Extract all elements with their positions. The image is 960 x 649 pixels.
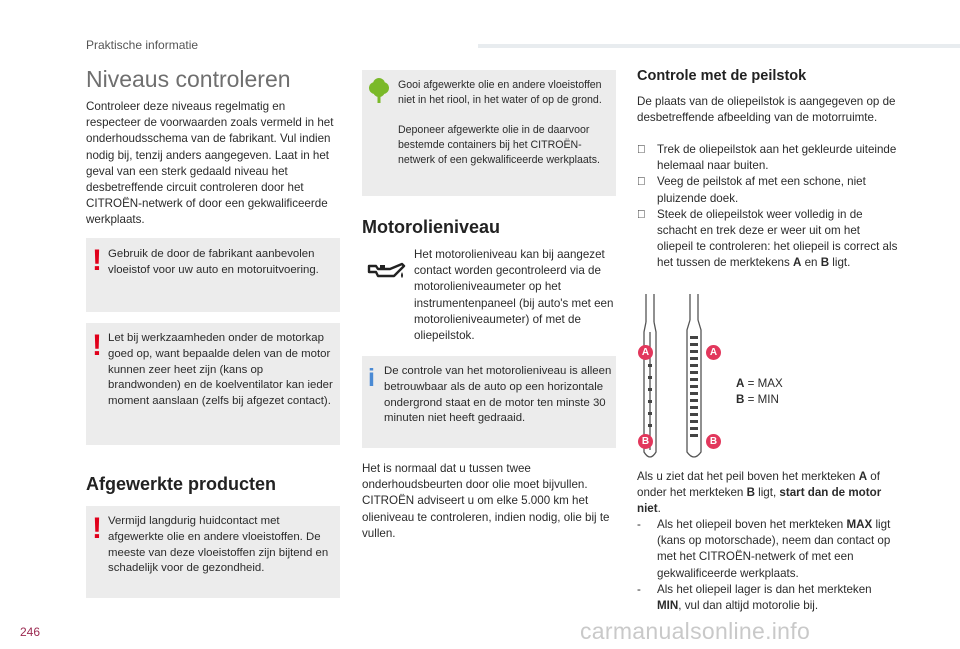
oil-can-icon	[366, 258, 406, 284]
warning-icon: !	[92, 512, 102, 545]
result-cases	[637, 517, 899, 614]
header-rule	[478, 44, 960, 48]
dipstick-intro: De plaats van de oliepeilstok is aangegeven op de desbetreffende afbeelding van de motorruimte.	[637, 95, 896, 125]
page-title: Niveaus controleren	[86, 66, 291, 92]
eco-text-2: Deponeer afgewerkte olie in de daarvoor bestemde containers bij het CITROËN-netwerk of een gekwalificeerde werkplaats.	[398, 124, 600, 166]
page-number: 246	[20, 625, 41, 639]
info-box	[362, 356, 616, 448]
marker-b-left: B	[638, 434, 653, 449]
warning-box-fluid	[86, 238, 340, 312]
oil-level-text: Het motorolieniveau kan bij aangezet contact worden gecontroleerd via de motorolieniveaumeter op het instrumentenpaneel (bij auto's met een motorolieniveaumeter) of met de oliepeilstok.	[414, 248, 614, 343]
dipstick-steps	[637, 142, 899, 272]
watermark: carmanualsonline.info	[580, 618, 811, 644]
heading-used-products: Afgewerkte producten	[86, 474, 277, 494]
eco-text-1: Gooi afgewerkte olie en andere vloeistoffen niet in het riool, in het water of op de grond.	[398, 79, 602, 106]
step-item: Trek de oliepeilstok aan het gekleurde uiteinde helemaal naar buiten.	[657, 143, 897, 173]
warning-icon: !	[92, 329, 102, 362]
case-item: - Als het oliepeil lager is dan het merkteken MIN, vul dan altijd motorolie bij.	[637, 582, 872, 613]
warning-text: Let bij werkzaamheden onder de motorkap goed op, want bepaalde delen van de motor kunnen zeer heet zijn (kans op brandwonden) en de koelventilator kan ieder moment aanslaan (zelfs bij afgezet contact).	[108, 332, 333, 408]
marker-a-right: A	[706, 345, 721, 360]
marker-b-right: B	[706, 434, 721, 449]
refill-text: Het is normaal dat u tussen twee onderhoudsbeurten door olie moet bijvullen. CITROËN adviseert u om elke 5.000 km het olieniveau te controleren, indien nodig, olie bij te vullen.	[362, 462, 610, 540]
eco-box	[362, 70, 616, 196]
legend-max: A = MAX	[736, 377, 783, 390]
info-text: De controle van het motorolieniveau is alleen betrouwbaar als de auto op een horizontale ondergrond staat en de motor ten minste 30 minuten niet heeft gedraaid.	[384, 365, 612, 425]
warning-box-heat	[86, 323, 340, 445]
result-text: Als u ziet dat het peil boven het merkteken A of onder het merkteken B ligt, start dan de motor niet.	[637, 470, 882, 516]
info-icon: i	[368, 364, 375, 392]
step-item: Veeg de peilstok af met een schone, niet pluizende doek.	[657, 175, 866, 205]
heading-dipstick: Controle met de peilstok	[637, 68, 807, 84]
tree-icon	[368, 78, 390, 104]
case-item: - Als het oliepeil boven het merkteken MAX ligt (kans op motorschade), neem dan contact op met het CITROËN-netwerk of met een gekwalificeerde werkplaats.	[637, 518, 891, 580]
warning-text: Vermijd langdurig huidcontact met afgewerkte olie en andere vloeistoffen. De meeste van deze vloeistoffen zijn bijtend en schadelijk voor de gezondheid.	[108, 515, 329, 575]
section-label: Praktische informatie	[86, 38, 199, 52]
legend-min: B = MIN	[736, 393, 779, 406]
step-item: Steek de oliepeilstok weer volledig in de schacht en trek deze er weer uit om het oliepeil te controleren: het oliepeil is correct als het tussen de merktekens A en B ligt.	[657, 207, 898, 270]
warning-text: Gebruik de door de fabrikant aanbevolen vloeistof voor uw auto en motoruitvoering.	[108, 248, 319, 276]
intro-text: Controleer deze niveaus regelmatig en respecteer de voorwaarden zoals vermeld in het onderhoudsschema van de fabrikant. Vul indien nodig bij, tenzij anders aangegeven. Laat in het geval van een sterk gedaald niveau het desbetreffende circuit controleren door het CITROËN-netwerk of door een gekwalificeerde werkplaats.	[86, 100, 334, 227]
warning-icon: !	[92, 244, 102, 277]
warning-box-skin	[86, 506, 340, 598]
heading-oil-level: Motorolieniveau	[362, 217, 501, 237]
marker-a-left: A	[638, 345, 653, 360]
